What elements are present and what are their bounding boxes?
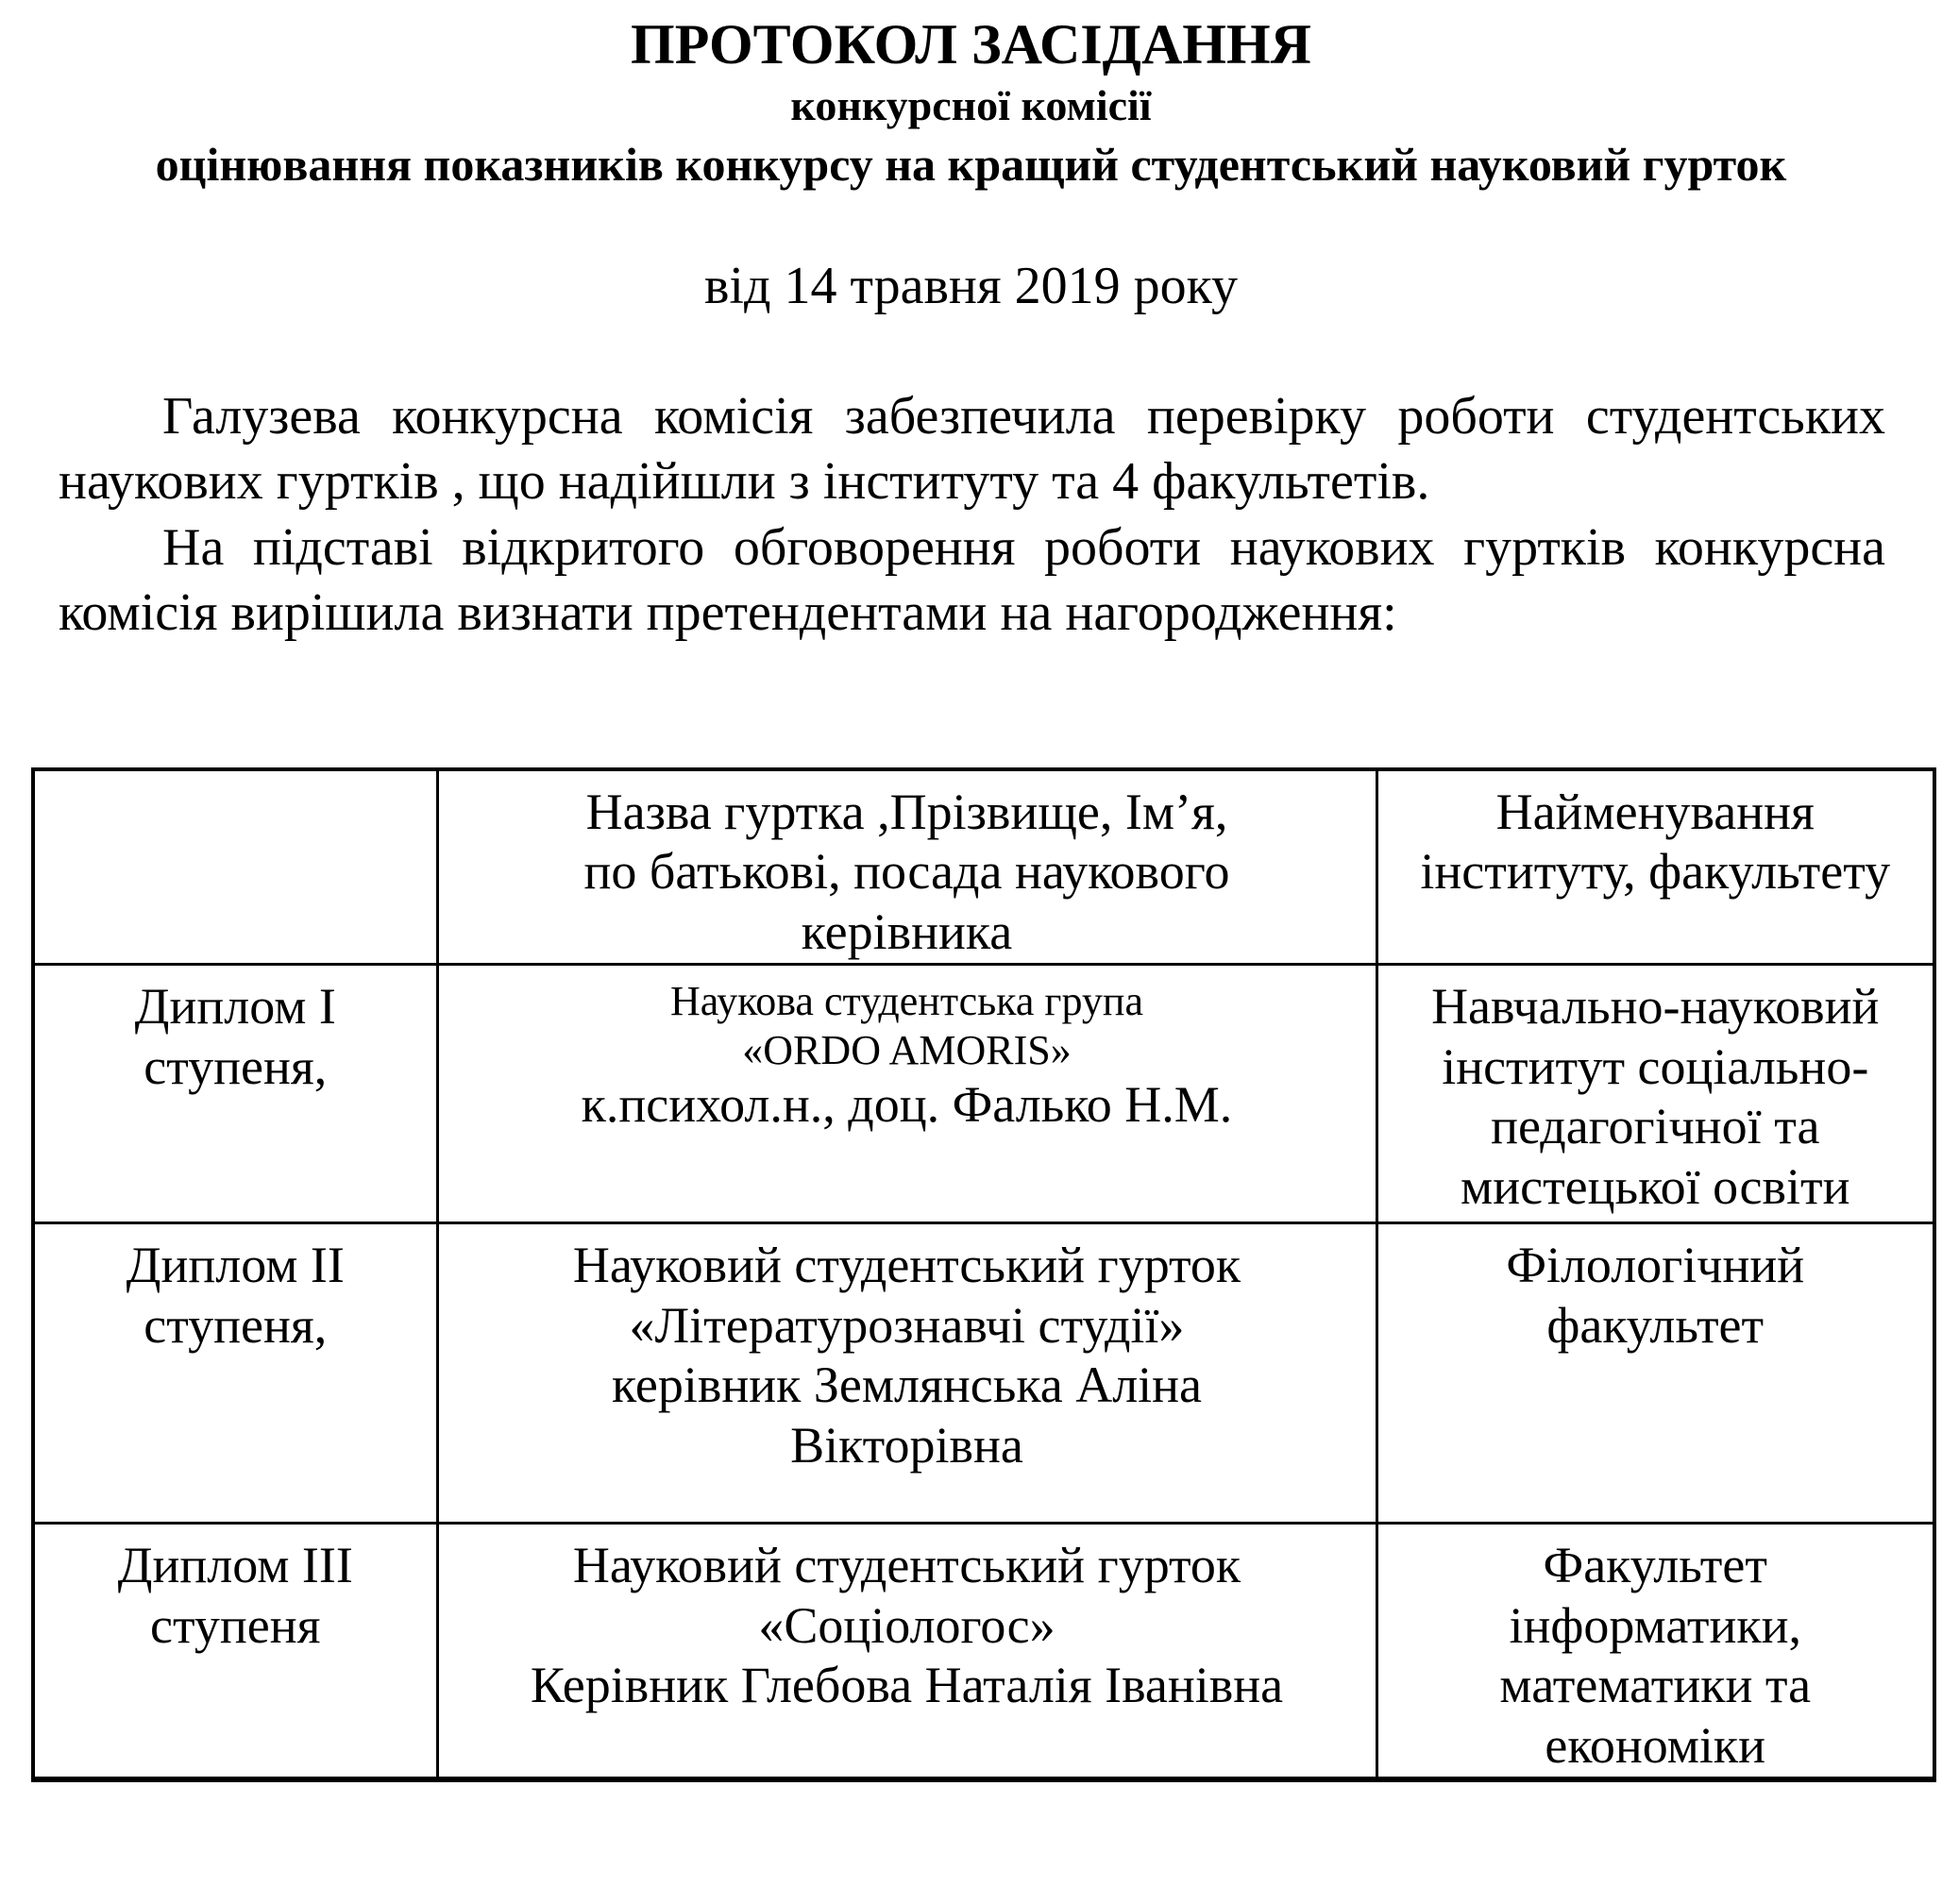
paragraph-award-decision: На підставі відкритого обговорення роботи наукових гуртків конкурсна комісія вирішила визнати претендентами на нагородження: — [59, 517, 1885, 643]
group-line: Вікторівна — [790, 1417, 1023, 1474]
institute-line: інформатики, — [1509, 1596, 1802, 1654]
institute-line: Філологічний — [1506, 1236, 1805, 1293]
group-line: Науковий студентський гурток — [572, 1536, 1241, 1593]
group-line: Керівник Глебова Наталія Іванівна — [530, 1657, 1284, 1714]
title-block — [0, 13, 1942, 194]
award-cell: Диплом II ступеня, — [33, 1222, 437, 1523]
award-cell: Диплом III ступеня — [33, 1523, 437, 1778]
header-group-line: по батькові, посада наукового — [583, 843, 1230, 901]
paragraph-commission-check: Галузева конкурсна комісія забезпечила перевірку роботи студентських наукових гуртків , що надійшли з інституту та 4 факультетів. — [59, 387, 1885, 512]
group-cell — [437, 1222, 1376, 1523]
document-title: ПРОТОКОЛ ЗАСІДАННЯ — [631, 13, 1311, 76]
award-cell: Диплом I ступеня, — [33, 964, 437, 1222]
institute-line: факультет — [1546, 1296, 1765, 1354]
header-group-line: Назва гуртка ,Прізвище, Ім’я, — [585, 783, 1228, 840]
group-cell — [437, 1523, 1376, 1778]
institute-line: математики та — [1499, 1657, 1812, 1714]
institute-line: інститут соціально- — [1442, 1037, 1869, 1095]
institute-line: Навчально-науковий — [1431, 977, 1880, 1035]
institute-line: економіки — [1545, 1717, 1766, 1775]
header-cell-group — [437, 769, 1376, 965]
table-row-diploma-3 — [33, 1523, 1934, 1778]
body-text — [59, 384, 1885, 647]
group-line: к.психол.н., доц. Фалько Н.М. — [581, 1075, 1233, 1133]
header-group-line: керівника — [801, 903, 1013, 961]
header-institute-line: Найменування — [1495, 783, 1815, 840]
document-subtitle-evaluation: оцінювання показників конкурсу на кращий студентський науковий гурток — [155, 137, 1787, 191]
institute-line: Факультет — [1543, 1536, 1767, 1593]
institute-cell — [1376, 964, 1934, 1222]
group-line: керівник Землянська Аліна — [611, 1356, 1203, 1414]
table-row-diploma-1 — [33, 964, 1934, 1222]
table-header-row — [33, 769, 1934, 965]
header-cell-institute — [1376, 769, 1934, 965]
group-line: «ORDO AMORIS» — [742, 1026, 1072, 1073]
institute-cell — [1376, 1222, 1934, 1523]
header-institute-line: інституту, факультету — [1420, 843, 1891, 901]
group-line: Науковий студентський гурток — [572, 1236, 1241, 1293]
group-cell — [437, 964, 1376, 1222]
document-date: від 14 травня 2019 року — [703, 256, 1239, 315]
document-subtitle-commission: конкурсної комісії — [790, 81, 1152, 130]
institute-cell — [1376, 1523, 1934, 1778]
group-line: «Соціологос» — [758, 1596, 1055, 1654]
institute-line: педагогічної та — [1491, 1098, 1820, 1155]
group-line: «Літературознавчі студії» — [629, 1296, 1185, 1354]
table-row-diploma-2 — [33, 1222, 1934, 1523]
group-line: Наукова студентська група — [670, 977, 1143, 1024]
institute-line: мистецької освіти — [1461, 1158, 1850, 1216]
awards-table — [31, 767, 1936, 1782]
header-cell-award — [33, 769, 437, 965]
